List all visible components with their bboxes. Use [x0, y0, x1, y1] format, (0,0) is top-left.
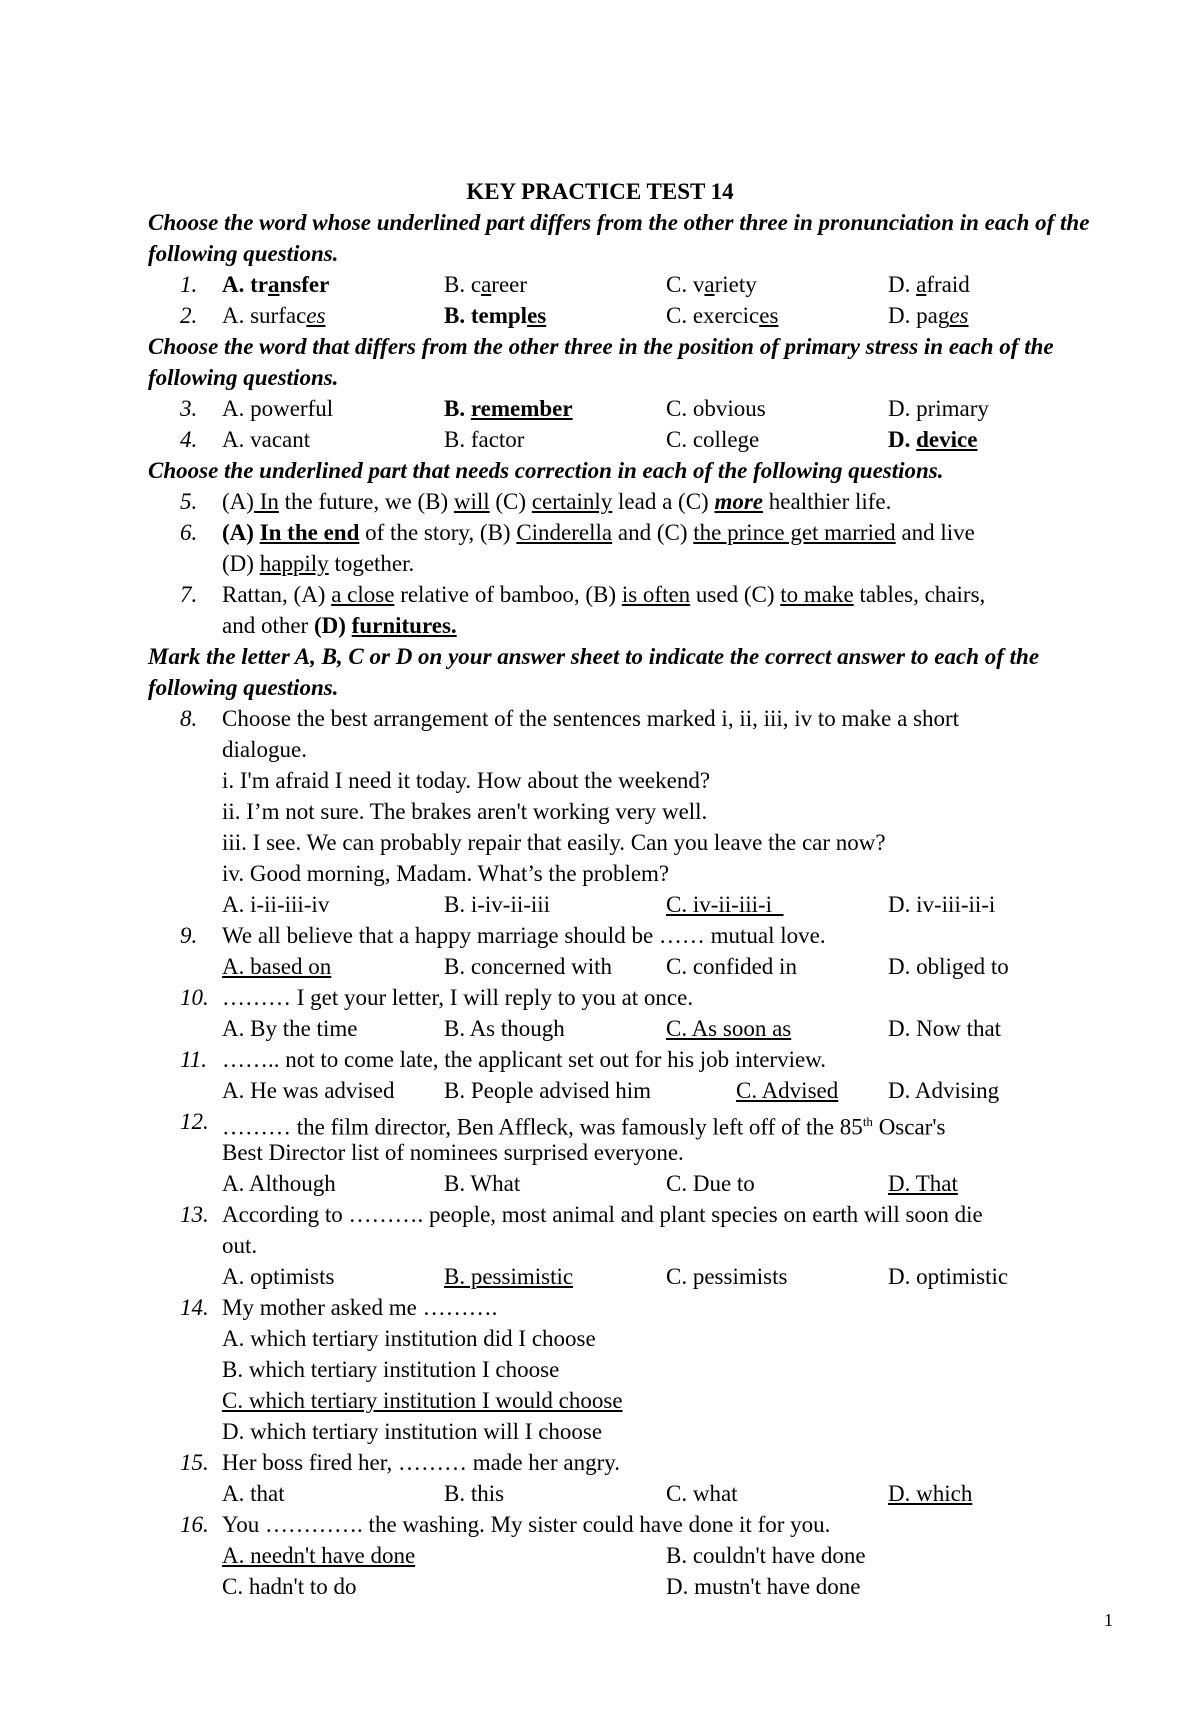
option-a: A. i-ii-iii-iv — [222, 892, 330, 917]
question-text: ……… I get your letter, I will reply to you at once. — [222, 985, 694, 1010]
question-text: Choose the best arrangement of the sentences marked i, ii, iii, iv to make a short — [222, 706, 960, 731]
question-15 — [0, 1447, 1200, 1478]
question-1 — [0, 269, 1200, 300]
question-12-continued: Best Director list of nominees surprised everyone. — [222, 1140, 684, 1165]
question-number: 6. — [180, 520, 198, 545]
question-number: 2. — [180, 303, 198, 328]
question-7-continued: and other (D) furnitures. — [222, 613, 457, 638]
question-text: Her boss fired her, ……… made her angry. — [222, 1450, 621, 1475]
question-number: 5. — [180, 489, 198, 514]
question-number: 10. — [180, 985, 209, 1010]
question-number: 16. — [180, 1512, 209, 1537]
question-13-continued: out. — [222, 1233, 258, 1258]
option-b: B. As though — [444, 1016, 565, 1041]
question-number: 8. — [180, 706, 198, 731]
question-16-options-ab — [0, 1540, 1200, 1571]
question-text: According to ………. people, most animal and plant species on earth will soon die — [222, 1202, 983, 1227]
question-15-options — [0, 1478, 1200, 1509]
question-2 — [0, 300, 1200, 331]
option-a: A. that — [222, 1481, 285, 1506]
option-c: C. what — [666, 1481, 738, 1506]
option-b: B. pessimistic — [444, 1264, 574, 1289]
option-d: D. which tertiary institution will I choose — [222, 1419, 603, 1444]
option-b: B. career — [444, 272, 528, 297]
instruction-correction: Choose the underlined part that needs correction in each of the following questions. — [148, 458, 944, 483]
option-d: D. Advising — [888, 1078, 1000, 1103]
question-text: My mother asked me ………. — [222, 1295, 498, 1320]
instruction-stress: Choose the word that differs from the other three in the position of primary stress in each of the following questions. — [148, 334, 1054, 390]
question-13-options — [0, 1261, 1200, 1292]
option-a: A. powerful — [222, 396, 334, 421]
dialogue-sentence-ii: ii. I’m not sure. The brakes aren't working very well. — [222, 799, 708, 824]
option-b: B. this — [444, 1481, 505, 1506]
option-a: A. He was advised — [222, 1078, 395, 1103]
question-text: …….. not to come late, the applicant set out for his job interview. — [222, 1047, 827, 1072]
option-d: D. pages — [888, 303, 969, 328]
option-b: B. What — [444, 1171, 521, 1196]
option-b: B. concerned with — [444, 954, 612, 979]
option-a: A. based on — [222, 954, 332, 979]
dialogue-sentence-iv: iv. Good morning, Madam. What’s the problem? — [222, 861, 670, 886]
instruction-multiple-choice: Mark the letter A, B, C or D on your answer sheet to indicate the correct answer to each of the following questions. — [148, 644, 1040, 700]
option-c: C. Due to — [666, 1171, 755, 1196]
question-12 — [0, 1106, 1200, 1140]
option-d: D. device — [888, 427, 978, 452]
option-b: B. couldn't have done — [666, 1543, 866, 1568]
option-c: C. obvious — [666, 396, 766, 421]
question-5 — [0, 486, 1200, 517]
question-number: 1. — [180, 272, 198, 297]
option-c: C. iv-ii-iii-i — [666, 892, 784, 917]
option-c: C. exercices — [666, 303, 779, 328]
option-d: D. optimistic — [888, 1264, 1009, 1289]
option-a: A. transfer — [222, 272, 330, 297]
option-b: B. temples — [444, 303, 547, 328]
question-number: 4. — [180, 427, 198, 452]
option-a: A. needn't have done — [222, 1543, 416, 1568]
question-8-options — [0, 889, 1200, 920]
option-b: B. People advised him — [444, 1078, 651, 1103]
question-4 — [0, 424, 1200, 455]
question-7 — [0, 579, 1200, 610]
option-d: D. obliged to — [888, 954, 1009, 979]
question-3 — [0, 393, 1200, 424]
question-number: 14. — [180, 1295, 209, 1320]
dialogue-sentence-i: i. I'm afraid I need it today. How about the weekend? — [222, 768, 711, 793]
question-11 — [0, 1044, 1200, 1075]
question-16-options-cd — [0, 1571, 1200, 1602]
question-13 — [0, 1199, 1200, 1230]
dialogue-sentence-iii: iii. I see. We can probably repair that easily. Can you leave the car now? — [222, 830, 886, 855]
option-b: B. i-iv-ii-iii — [444, 892, 551, 917]
question-number: 7. — [180, 582, 198, 607]
question-number: 9. — [180, 923, 198, 948]
option-d: D. afraid — [888, 272, 970, 297]
option-b: B. which tertiary institution I choose — [222, 1357, 560, 1382]
option-d: D. That — [888, 1171, 958, 1196]
option-d: D. which — [888, 1481, 973, 1506]
option-a: A. optimists — [222, 1264, 335, 1289]
option-c: C. which tertiary institution I would choose — [222, 1388, 623, 1413]
option-c: C. As soon as — [666, 1016, 792, 1041]
question-6-continued: (D) happily together. — [222, 551, 415, 576]
question-text: We all believe that a happy marriage should be …… mutual love. — [222, 923, 826, 948]
option-d: D. mustn't have done — [666, 1574, 861, 1599]
question-8-continued: dialogue. — [222, 737, 307, 762]
question-16 — [0, 1509, 1200, 1540]
option-a: A. vacant — [222, 427, 311, 452]
question-number: 3. — [180, 396, 198, 421]
question-10 — [0, 982, 1200, 1013]
question-number: 11. — [180, 1047, 208, 1072]
question-text: (A) In the end of the story, (B) Cinderella and (C) the prince get married and live — [222, 520, 975, 545]
option-c: C. variety — [666, 272, 757, 297]
option-a: A. By the time — [222, 1016, 358, 1041]
question-9 — [0, 920, 1200, 951]
option-c: C. hadn't to do — [222, 1574, 357, 1599]
option-a: A. surfaces — [222, 303, 326, 328]
page-number: 1 — [1104, 1610, 1113, 1630]
option-c: C. Advised — [736, 1078, 839, 1103]
question-10-options — [0, 1013, 1200, 1044]
question-number: 13. — [180, 1202, 209, 1227]
question-9-options — [0, 951, 1200, 982]
question-14 — [0, 1292, 1200, 1323]
question-number: 15. — [180, 1450, 209, 1475]
question-text: Rattan, (A) a close relative of bamboo, (B) is often used (C) to make tables, chairs, — [222, 582, 986, 607]
question-12-options — [0, 1168, 1200, 1199]
option-a: A. which tertiary institution did I choose — [222, 1326, 596, 1351]
option-c: C. pessimists — [666, 1264, 788, 1289]
question-text: (A) In the future, we (B) will (C) certainly lead a (C) more healthier life. — [222, 489, 892, 514]
option-c: C. college — [666, 427, 760, 452]
page-title: KEY PRACTICE TEST 14 — [466, 179, 734, 204]
option-d: D. iv-iii-ii-i — [888, 892, 996, 917]
instruction-pronunciation: Choose the word whose underlined part differs from the other three in pronunciation in each of the following questions. — [148, 210, 1090, 266]
question-number: 12. — [180, 1109, 209, 1134]
option-b: B. factor — [444, 427, 525, 452]
question-6 — [0, 517, 1200, 548]
question-8 — [0, 703, 1200, 734]
question-11-options — [0, 1075, 1200, 1106]
option-a: A. Although — [222, 1171, 336, 1196]
question-text: You …………. the washing. My sister could have done it for you. — [222, 1512, 831, 1537]
option-d: D. primary — [888, 396, 989, 421]
option-d: D. Now that — [888, 1016, 1002, 1041]
question-text: ……… the film director, Ben Affleck, was famously left off of the 85th Oscar's — [222, 1114, 946, 1140]
option-b: B. remember — [444, 396, 573, 421]
option-c: C. confided in — [666, 954, 797, 979]
